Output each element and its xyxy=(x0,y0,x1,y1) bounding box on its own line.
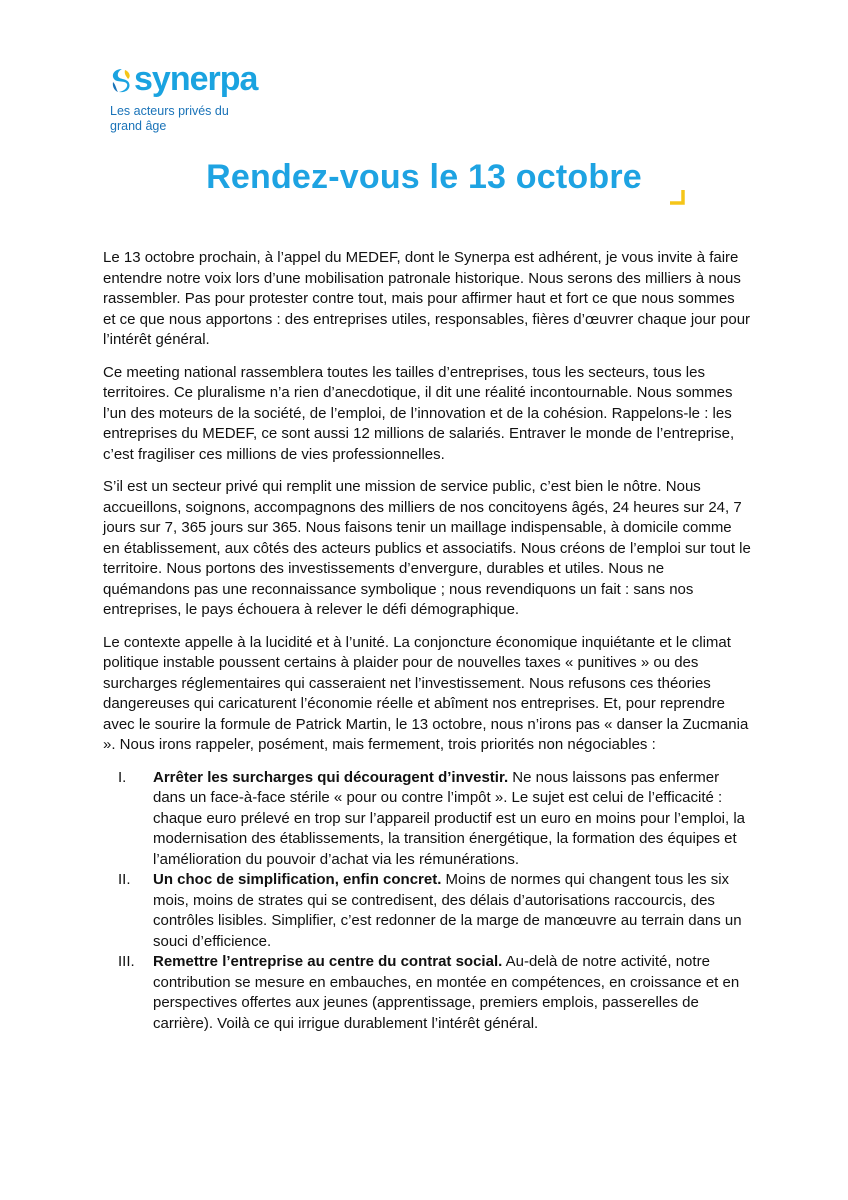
paragraph-1: Le 13 octobre prochain, à l’appel du MEDEF, dont le Synerpa est adhérent, je vous invite à faire entendre notre voix lors d’une mobilisation patronale historique. Nous serons des milliers à nous rassembler. Pas pour protester contre tout, mais pour affirmer haut et fort ce que nous sommes et ce que nous apportons : des entreprises utiles, responsables, fières d’œuvrer chaque jour pour l’intérêt général. xyxy=(103,249,751,348)
priority-number: II. xyxy=(118,871,131,888)
priority-item xyxy=(103,870,751,952)
priority-text: Moins de normes qui changent tous les six mois, moins de strates qui se contredisent, des délais d’autorisations raccourcis, des contrôles lisibles. Simplifier, c’est redonner de la marge de manœuvre au terrain dans un souci d’efficience. xyxy=(153,871,742,950)
synerpa-logo-icon xyxy=(110,68,132,94)
priority-text: Au-delà de notre activité, notre contribution se mesure en embauches, en montée en compétences, en croissance et en perspectives offertes aux jeunes (apprentissage, premiers emplois, passerelles de carrière). Voilà ce qui irrigue durablement l’intérêt général. xyxy=(153,953,740,1032)
paragraph-2: Ce meeting national rassemblera toutes les tailles d’entreprises, tous les secteurs, tous les territoires. Ce pluralisme n’a rien d’anecdotique, il dit une réalité incontournable. Nous sommes l’un des moteurs de la société, de l’emploi, de l’innovation et de la cohésion. Rappelons-le : les entreprises du MEDEF, ce sont aussi 12 millions de salariés. Entraver le monde de l’entreprise, c’est fragiliser ces millions de vies professionnelles. xyxy=(103,363,735,463)
logo-wordmark: synerpa xyxy=(134,60,258,98)
page-title: Rendez-vous le 13 octobre xyxy=(206,158,642,196)
priority-item xyxy=(103,768,751,871)
priority-title: Remettre l’entreprise au centre du contrat social. xyxy=(153,953,503,970)
logo-tagline: Les acteurs privés du grand âge xyxy=(110,104,229,133)
letter-body xyxy=(103,248,751,1034)
priority-item xyxy=(103,952,751,1034)
priority-number: I. xyxy=(118,768,127,786)
priority-title: Arrêter les surcharges qui découragent d’investir. xyxy=(153,768,509,786)
priority-number: III. xyxy=(118,953,135,970)
corner-bracket-icon xyxy=(668,188,688,208)
priorities-list xyxy=(103,768,751,1035)
paragraph-4: Le contexte appelle à la lucidité et à l’unité. La conjoncture économique inquiétante et le climat politique instable poussent certains à plaider pour de nouvelles taxes « punitives » ou des surcharges réglementaires qui casseraient net l’investissement. Nous refusons ces théories dangereuses qui caricaturent l’économie réelle et abîment nos entreprises. Et, pour reprendre avec le sourire la formule de Patrick Martin, le 13 octobre, nous n’irons pas « danser la Zucmania ». Nous irons rappeler, posément, mais fermement, trois priorités non négociables : xyxy=(103,633,749,753)
priority-title: Un choc de simplification, enfin concret. xyxy=(153,871,442,888)
priority-text: Ne nous laissons pas enfermer dans un face-à-face stérile « pour ou contre l’impôt ». Le sujet est celui de l’efficacité : chaque euro prélevé en trop sur l’appareil productif est un euro en moins pour l’emploi, la modernisation des établissements, la transition énergétique, la formation des équipes et l’amélioration du pouvoir d’achat via les rémunérations. xyxy=(153,768,746,868)
paragraph-3: S’il est un secteur privé qui remplit une mission de service public, c’est bien le nôtre. Nous accueillons, soignons, accompagnons des milliers de nos concitoyens âgés, 24 heures sur 24, 7 jours sur 7, 365 jours sur 365. Nous faisons tenir un maillage indispensable, à domicile comme en établissement, aux côtés des acteurs publics et associatifs. Nous créons de l’emploi sur tout le territoire. Nous portons des investissements d’envergure, durables et utiles. Nous ne quémandons pas une reconnaissance symbolique ; nous revendiquons un fait : sans nos entreprises, le pays échouera à relever le défi démographique. xyxy=(103,478,751,618)
